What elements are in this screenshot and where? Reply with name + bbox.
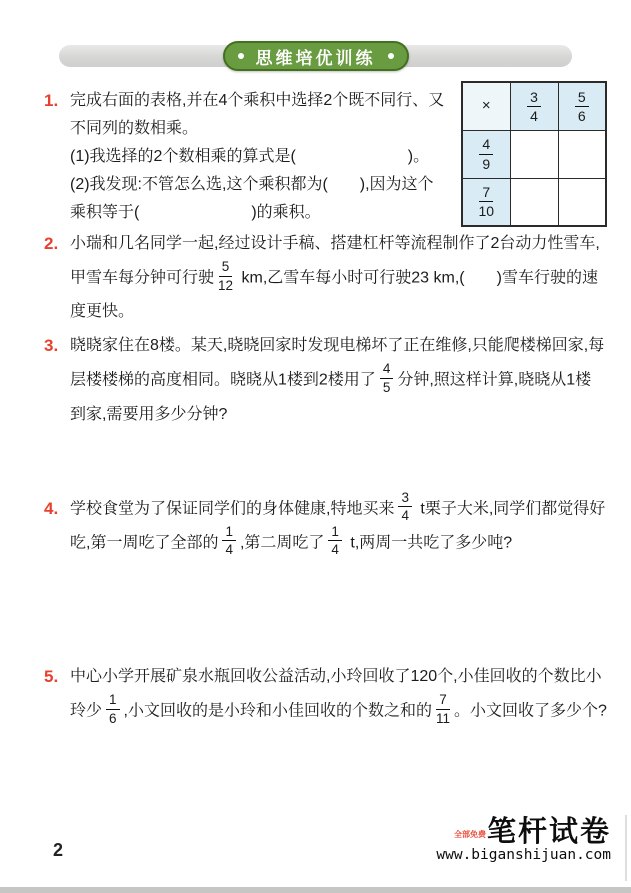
problem-3-text [70,329,607,431]
table-row [462,130,606,178]
problem-4 [44,489,607,561]
fraction-1-6 [106,692,120,726]
scan-edge-artifact [625,815,627,881]
watermark-brand: 笔杆试卷 [486,816,611,848]
table-answer-cell [510,178,558,226]
text-segment: 晓晓家住在8楼。某天,晓晓回家时发现电梯坏了正在维修,只能爬楼梯回家,每层楼楼梯的高度相同。晓晓从1楼到2楼用了 [70,337,605,389]
fraction-3-4 [527,89,541,124]
table-answer-cell [558,130,606,178]
table-col-header [510,82,558,130]
fraction-denominator: 12 [218,277,234,293]
fraction-4-5 [380,361,394,395]
fraction-denominator: 4 [401,508,409,524]
text-segment: ,第二周吃了 [239,534,325,551]
fraction-denominator: 6 [577,107,586,124]
problem-1-text [70,87,461,227]
section-title: 思维培优训练 [255,48,376,68]
fraction-denominator: 11 [435,710,450,726]
table-row [462,178,606,226]
fraction-denominator: 6 [109,710,117,726]
fraction-numerator: 3 [398,490,412,508]
problem-5-text [70,660,607,728]
fraction-5-6 [575,89,589,124]
fraction-4-9 [479,136,493,171]
problem-1-sub1: (1)我选择的2个数相乘的算式是( )。 [70,148,430,165]
problem-3 [44,329,607,431]
text-segment: t栗子大米,同学们都觉得好吃,第一周吃了全部的 [70,499,606,551]
fraction-numerator: 1 [328,524,342,542]
multiplication-table [461,81,607,227]
fraction-numerator: 1 [106,692,120,710]
page-number: 2 [53,840,64,860]
fraction-numerator: 4 [380,361,394,379]
section-badge [223,41,409,71]
table-row-header [462,130,510,178]
problem-1-statement: 完成右面的表格,并在4个乘积中选择2个既不同行、又不同列的数相乘。 [70,92,445,137]
fraction-numerator: 1 [222,524,236,542]
badge-dot-left-icon [238,53,244,59]
table-answer-cell [558,178,606,226]
fraction-denominator: 4 [331,542,339,558]
fraction-numerator: 7 [479,184,493,202]
problem-3-number: 3. [44,336,59,356]
table-answer-cell [510,130,558,178]
fraction-denominator: 4 [225,542,233,558]
fraction-numerator: 3 [527,89,541,107]
problem-4-text [70,489,607,561]
badge-dot-right-icon [388,53,394,59]
text-segment: 小瑞和几名同学一起,经过设计手稿、搭建杠杆等流程制作了2台动力性雪车,甲雪车每分钟可行驶 [70,235,600,287]
problem-5-number: 5. [44,667,59,686]
fraction-numerator: 4 [479,136,493,154]
fraction-1-4 [328,524,342,558]
watermark [436,818,611,863]
text-segment: t,两周一共吃了多少吨? [345,534,513,551]
problem-2-number: 2. [44,234,59,253]
fraction-denominator: 5 [382,379,391,395]
fraction-7-10 [478,184,494,219]
fraction-numerator: 5 [575,89,589,107]
fraction-1-4 [222,524,236,558]
text-segment: km,乙雪车每小时可行驶23 km,( )雪车行驶的速度更快。 [70,269,598,321]
problem-1-body [70,87,607,227]
fraction-7-11 [436,692,450,726]
fraction-numerator: 5 [219,259,233,277]
table-operator-cell: × [462,82,510,130]
table-col-header [558,82,606,130]
fraction-3-4 [398,490,412,524]
problem-2 [44,227,607,329]
watermark-url: www.biganshijuan.com [436,847,611,863]
text-segment: 分钟,照这样计算,晓晓从1楼到家,需要用多少分钟? [70,371,592,423]
bottom-edge-strip [0,887,631,893]
fraction-numerator: 7 [436,692,450,710]
text-segment: 中心小学开展矿泉水瓶回收公益活动,小玲回收了120个,小佳回收的个数比小玲少 [70,668,602,720]
problem-5 [44,660,607,728]
problems-list [0,67,631,728]
problem-2-text [70,227,607,329]
text-segment: 学校食堂为了保证同学们的身体健康,特地买来 [70,499,395,517]
fraction-denominator: 9 [482,155,491,172]
section-banner [59,45,572,67]
problem-1-sub2: (2)我发现:不管怎么选,这个乘积都为( ),因为这个乘积等于( )的乘积。 [70,176,434,221]
fraction-denominator: 4 [530,107,538,124]
problem-4-number: 4. [44,498,59,518]
fraction-denominator: 10 [478,203,495,220]
watermark-free-label: 全部免费 [453,830,486,839]
table-row-header [462,178,510,226]
problem-1-number: 1. [44,91,59,110]
text-segment: 。小文回收了多少个? [454,702,607,720]
table-header-row [462,82,606,130]
watermark-brand-row [436,818,611,847]
fraction-5-12 [218,259,233,293]
problem-1 [44,87,607,227]
text-segment: ,小文回收的是小玲和小佳回收的个数之和的 [123,702,432,720]
